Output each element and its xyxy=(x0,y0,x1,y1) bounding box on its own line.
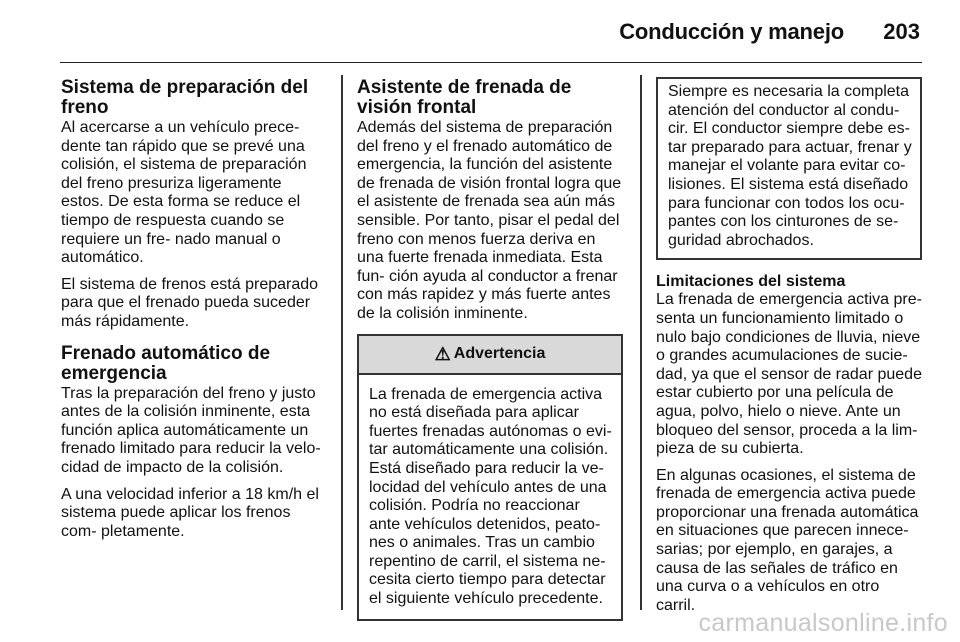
paragraph: La frenada de emergencia activa pre- senta un funcionamiento limitado o nulo bajo condiciones de lluvia, nieve o grandes acumulaciones de sucie- dad, ya que el sensor de radar puede estar cubierto por una película de agua, polvo, hielo o nieve. Ante un bloqueo del sensor, proceda a la lim- pieza de su cubierta. xyxy=(656,291,922,458)
watermark: carmanualsonline.info xyxy=(698,609,948,637)
paragraph: A una velocidad inferior a 18 km/h el sistema puede aplicar los frenos com- pletamente. xyxy=(61,485,319,540)
heading-automatic-emergency-braking: Frenado automático de emergencia xyxy=(61,342,271,384)
note-text: Siempre es necesaria la completa atención del conductor al condu- cir. El conductor siempre debe es- tar preparado para actuar, frenar y manejar el volante para evitar co- lisiones. El sistema está diseñado para funcionar con todos los ocu- pantes con los cinturones de se- guridad abrochados. xyxy=(668,83,912,249)
warning-box xyxy=(357,334,623,621)
paragraph: Además del sistema de preparación del freno y el frenado automático de emergencia, la función del asistente de frenada de visión frontal logra que el asistente de frenada sea aún más sensible. Por tanto, pisar el pedal del freno con menos fuerza deriva en una fuerte frenada inmediata. Esta fun- ción ayuda al conductor a frenar con más rapidez y más fuerte antes de la colisión inminente. xyxy=(357,119,622,322)
paragraph: Al acercarse a un vehículo prece- dente tan rápido que se prevé una colisión, el sistema de preparación del freno presuriza ligeramente estos. De esta forma se reduce el tiempo de respuesta cuando se requiere un fre- nado manual o automático. xyxy=(61,119,307,267)
page-number: 203 xyxy=(883,19,920,44)
subheading-system-limitations: Limitaciones del sistema xyxy=(656,273,846,291)
paragraph: En algunas ocasiones, el sistema de frenada de emergencia activa puede proporcionar una frenada automática en situaciones que parecen innece- sarias; por ejemplo, en garajes, a causa de las señales de tráfico en una curva o a vehículos en otro carril. xyxy=(656,466,919,614)
warning-header xyxy=(359,336,621,375)
warning-triangle-icon: ⚠ xyxy=(434,343,451,364)
warning-body xyxy=(359,375,621,619)
note-box xyxy=(656,77,922,260)
column-divider xyxy=(341,75,343,610)
column-1 xyxy=(61,78,327,549)
header-title: Conducción y manejo xyxy=(619,19,844,44)
page-header xyxy=(60,0,922,63)
column-2 xyxy=(357,78,623,621)
column-3 xyxy=(656,79,922,623)
warning-title: Advertencia xyxy=(453,344,546,362)
heading-front-view-brake-assist: Asistente de frenada de visión frontal xyxy=(357,77,572,118)
heading-brake-preparation: Sistema de preparación del freno xyxy=(61,77,309,118)
column-divider xyxy=(640,75,642,610)
paragraph: El sistema de frenos está preparado para que el frenado pueda suceder más rápidamente. xyxy=(61,275,319,330)
warning-text: La frenada de emergencia activa no está diseñada para aplicar fuertes frenadas autónomas o evi- tar automáticamente una colisión. Está diseñado para reducir la ve- locidad del vehículo antes de una colisión. Podría no reaccionar ante vehículos detenidos, peato- nes o animales. Tras un cambio repentino de carril, el sistema ne- cesita cierto tiempo para detectar el siguiente vehículo precedente. xyxy=(369,385,612,608)
paragraph: Tras la preparación del freno y justo antes de la colisión inminente, esta función aplica automáticamente un frenado limitado para reducir la velo- cidad de impacto de la colisión. xyxy=(61,384,321,476)
